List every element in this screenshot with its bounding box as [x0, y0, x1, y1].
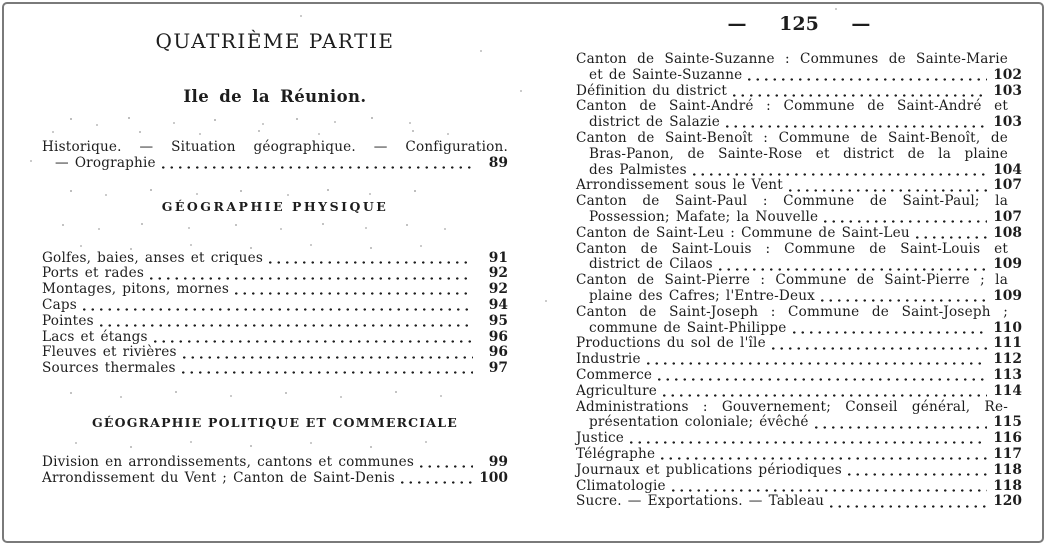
toc-line: [42, 251, 508, 267]
entry-title: Journaux et publications périodiques: [576, 461, 842, 478]
dot-leader: [97, 324, 473, 327]
entry-page-number: 111: [993, 335, 1022, 352]
dot-leader: [151, 340, 473, 343]
dot-leader: [669, 489, 987, 492]
toc-line: [576, 257, 1022, 273]
dot-leader: [716, 268, 987, 271]
toc-line: [576, 368, 1022, 384]
entry-title: Productions du sol de l'île: [576, 335, 766, 352]
entry-page-number: 96: [488, 328, 508, 345]
dot-leader: [723, 125, 987, 128]
page-number-header: — 125 —: [727, 13, 871, 35]
toc-line: [42, 282, 508, 298]
geographie-politique-entries: [42, 455, 508, 487]
entry-page-number: 100: [479, 469, 508, 486]
toc-entry: [576, 226, 1022, 242]
section-title-geographie-physique: GÉOGRAPHIE PHYSIQUE: [161, 198, 389, 214]
dot-leader: [644, 362, 987, 365]
toc-entry: [576, 305, 1022, 337]
entry-page-number: 95: [488, 312, 508, 329]
dot-leader: [745, 78, 987, 81]
entry-title: plaine des Cafres; l'Entre-Deux: [589, 287, 816, 304]
toc-line: [576, 463, 1022, 479]
dot-leader: [147, 277, 473, 280]
toc-entry: [42, 314, 508, 330]
toc-line: [576, 479, 1022, 495]
toc-line: [576, 494, 1022, 510]
dot-leader: [769, 347, 987, 350]
dot-leader: [730, 94, 987, 97]
toc-entry: [576, 352, 1022, 368]
toc-entry: [576, 368, 1022, 384]
toc-line: Administrations : Gouvernement; Conseil général, Re-: [576, 398, 1008, 415]
entry-title: et de Sainte-Suzanne: [589, 66, 743, 83]
entry-page-number: 89: [488, 154, 508, 171]
toc-entry: [576, 431, 1022, 447]
toc-entry: [576, 242, 1022, 274]
entry-page-number: 104: [993, 161, 1022, 178]
entry-title: Arrondissement sous le Vent: [576, 177, 783, 194]
toc-line: [42, 455, 508, 471]
entry-page-number: 108: [993, 224, 1022, 241]
entry-title: — Orographie: [55, 154, 156, 171]
toc-line: Canton de Saint-Benoît : Commune de Saint-Benoît, de: [576, 129, 1008, 146]
entry-page-number: 116: [993, 430, 1022, 447]
toc-entry: [42, 361, 508, 377]
dot-leader: [786, 189, 987, 192]
entry-title: Agriculture: [576, 382, 658, 399]
part-title: QUATRIÈME PARTIE: [155, 29, 395, 53]
dot-leader: [179, 371, 473, 374]
entry-page-number: 114: [993, 382, 1022, 399]
toc-line: [42, 361, 508, 377]
entry-title: des Palmistes: [589, 161, 687, 178]
entry-page-number: 115: [993, 414, 1022, 431]
section-title-geographie-politique: GÉOGRAPHIE POLITIQUE ET COMMERCIALE: [92, 414, 458, 430]
dot-leader: [159, 166, 473, 169]
toc-entry: [576, 384, 1022, 400]
toc-line: Canton de Saint-Paul : Commune de Saint-Paul; la: [576, 193, 1008, 210]
left-column: [42, 0, 508, 487]
entry-title: commune de Saint-Philippe: [589, 319, 787, 336]
toc-entry: [42, 345, 508, 361]
entry-page-number: 112: [993, 351, 1022, 368]
toc-line: [576, 384, 1022, 400]
entry-page-number: 99: [488, 453, 508, 470]
entry-page-number: 113: [993, 366, 1022, 383]
dot-leader: [812, 426, 987, 429]
toc-entry: [576, 400, 1022, 432]
entry-page-number: 94: [488, 296, 508, 313]
toc-line: Canton de Saint-Louis : Commune de Saint-Louis et: [576, 240, 1008, 257]
right-toc-entries: [576, 52, 1022, 510]
dot-leader: [266, 261, 473, 264]
dot-leader: [821, 220, 987, 223]
toc-line: [576, 415, 1022, 431]
entry-page-number: 103: [993, 114, 1022, 131]
toc-line: [576, 352, 1022, 368]
island-title: Ile de la Réunion.: [183, 87, 367, 106]
dot-leader: [180, 356, 473, 359]
toc-entry: [576, 84, 1022, 100]
toc-entry: [576, 99, 1022, 131]
entry-title: Justice: [576, 430, 625, 447]
dot-leader: [232, 292, 473, 295]
dot-leader: [690, 173, 987, 176]
entry-page-number: 96: [488, 344, 508, 361]
toc-entry: [576, 336, 1022, 352]
entry-page-number: 103: [993, 82, 1022, 99]
entry-title: Caps: [42, 296, 77, 313]
dot-leader: [790, 331, 988, 334]
entry-title: district de Cilaos: [589, 256, 713, 273]
toc-line: Canton de Saint-André : Commune de Saint-André et: [576, 98, 1008, 115]
entry-title: Commerce: [576, 366, 653, 383]
entry-title: Fleuves et rivières: [42, 344, 177, 361]
toc-line: Historique. — Situation géographique. — Configuration.: [42, 139, 508, 155]
entry-title: Ports et rades: [42, 265, 144, 282]
dot-leader: [398, 481, 473, 484]
dot-leader: [658, 457, 987, 460]
entry-page-number: 102: [993, 66, 1022, 83]
toc-line: [576, 226, 1022, 242]
dot-leader: [655, 378, 987, 381]
entry-page-number: 117: [993, 445, 1022, 462]
entry-page-number: 92: [488, 281, 508, 298]
toc-line: [576, 289, 1022, 305]
dot-leader: [818, 299, 987, 302]
toc-line: [576, 321, 1022, 337]
entry-page-number: 109: [993, 256, 1022, 273]
entry-title: Définition du district: [576, 82, 728, 99]
dot-leader: [845, 473, 987, 476]
entry-title: Golfes, baies, anses et criques: [42, 249, 264, 266]
entry-title: Télégraphe: [576, 445, 656, 462]
toc-line: [42, 298, 508, 314]
toc-entry: [42, 455, 508, 471]
toc-line: [576, 178, 1022, 194]
toc-line: [576, 336, 1022, 352]
toc-entry: [576, 447, 1022, 463]
geographie-physique-entries: [42, 251, 508, 377]
toc-entry: [42, 471, 508, 487]
toc-line: [42, 330, 508, 346]
toc-line: Canton de Saint-Joseph : Commune de Saint-Joseph ;: [576, 303, 1008, 320]
toc-line: [42, 156, 508, 172]
entry-title: Division en arrondissements, cantons et communes: [42, 453, 415, 470]
dot-leader: [660, 394, 987, 397]
entry-title: Climatologie: [576, 477, 666, 494]
entry-title: Industrie: [576, 351, 641, 368]
entry-title: Possession; Mafate; la Nouvelle: [589, 208, 819, 225]
entry-title: présentation coloniale; évêché: [589, 414, 809, 431]
entry-page-number: 91: [488, 249, 508, 266]
toc-entry: [576, 494, 1022, 510]
toc-entry: [576, 178, 1022, 194]
toc-entry: [42, 251, 508, 267]
toc-line: [42, 471, 508, 487]
toc-line: Canton de Sainte-Suzanne : Communes de Sainte-Marie: [576, 51, 1008, 67]
toc-entry: [42, 330, 508, 346]
toc-entry: [42, 266, 508, 282]
entry-title: Montages, pitons, mornes: [42, 281, 230, 298]
toc-line: [576, 163, 1022, 179]
dot-leader: [827, 505, 987, 508]
toc-entry: [42, 140, 508, 172]
toc-line: [42, 345, 508, 361]
entry-title: district de Salazie: [589, 114, 721, 131]
entry-title: Arrondissement du Vent ; Canton de Saint-Denis: [42, 469, 395, 486]
entry-page-number: 118: [993, 477, 1022, 494]
toc-line: [576, 68, 1022, 84]
right-column: [576, 0, 1022, 510]
toc-entry: [576, 273, 1022, 305]
toc-entry: [42, 282, 508, 298]
entry-page-number: 107: [993, 208, 1022, 225]
dot-leader: [417, 465, 473, 468]
toc-entry: [576, 194, 1022, 226]
entry-page-number: 118: [993, 461, 1022, 478]
toc-line: [42, 266, 508, 282]
entry-page-number: 97: [488, 360, 508, 377]
toc-entry: [576, 463, 1022, 479]
toc-line: [42, 314, 508, 330]
dot-leader: [913, 236, 987, 239]
entry-page-number: 120: [993, 493, 1022, 510]
toc-entry: [42, 298, 508, 314]
entry-page-number: 109: [993, 287, 1022, 304]
intro-toc-entries: [42, 140, 508, 172]
dot-leader: [627, 441, 987, 444]
toc-line: [576, 115, 1022, 131]
entry-title: Sucre. — Exportations. — Tableau: [576, 493, 825, 510]
entry-page-number: 92: [488, 265, 508, 282]
entry-title: Sources thermales: [42, 360, 176, 377]
entry-page-number: 110: [993, 319, 1022, 336]
entry-title: Canton de Saint-Leu : Commune de Saint-Leu: [576, 224, 910, 241]
toc-line: Bras-Panon, de Sainte-Rose et district de la plaine: [589, 145, 1008, 162]
entry-title: Pointes: [42, 312, 94, 329]
toc-line: Canton de Saint-Pierre : Commune de Saint-Pierre ; la: [576, 272, 1008, 289]
dot-leader: [80, 308, 473, 311]
toc-entry: [576, 131, 1022, 178]
entry-title: Lacs et étangs: [42, 328, 148, 345]
toc-line: [576, 84, 1022, 100]
toc-line: [576, 431, 1022, 447]
toc-entry: [576, 479, 1022, 495]
entry-page-number: 107: [993, 177, 1022, 194]
toc-line: [576, 210, 1022, 226]
scan-noise-dots: [0, 0, 2, 2]
toc-line: [576, 447, 1022, 463]
toc-entry: [576, 52, 1022, 84]
